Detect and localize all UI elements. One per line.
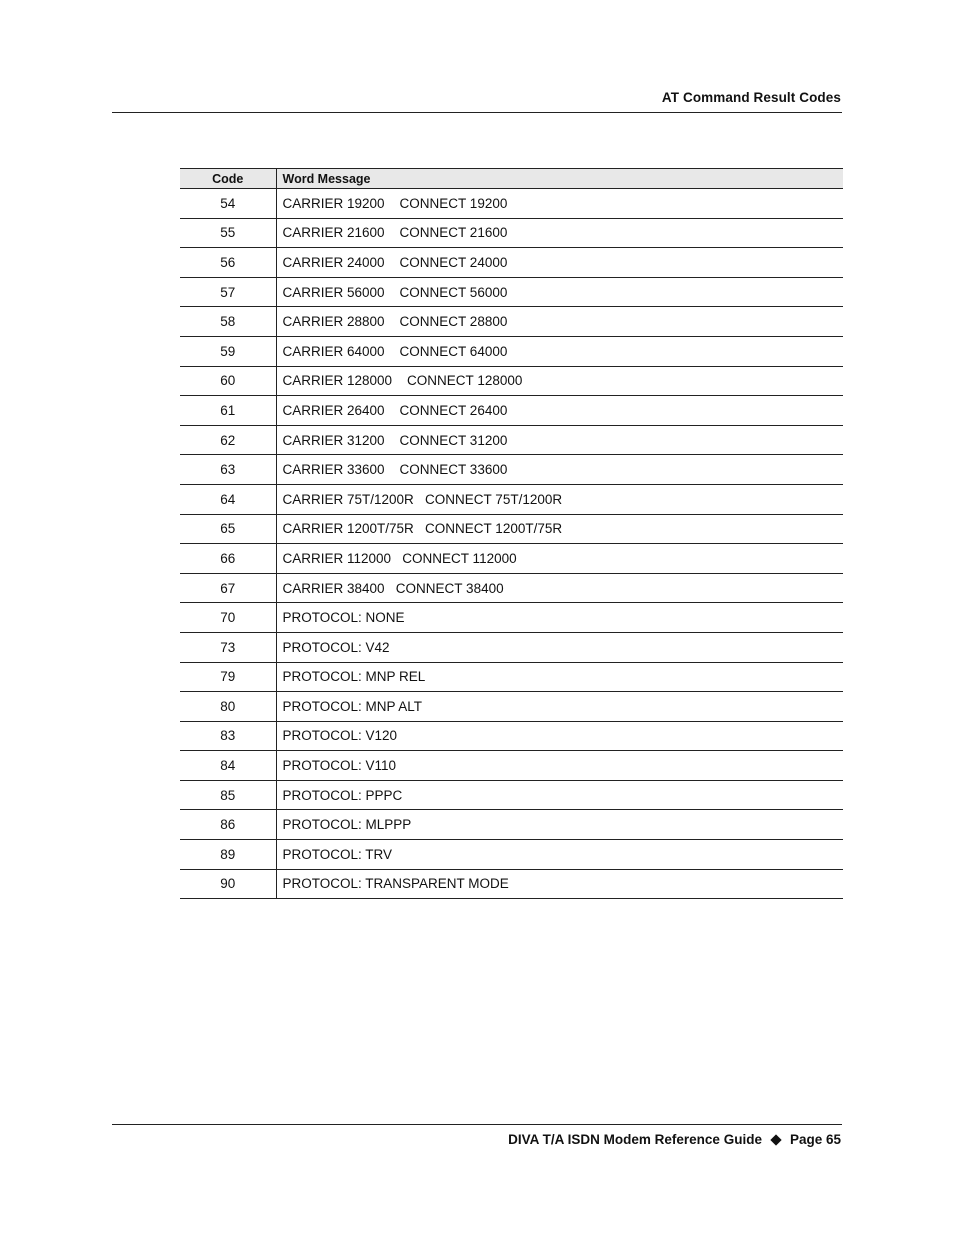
table-row bbox=[180, 484, 843, 514]
code-cell: 61 bbox=[180, 396, 276, 426]
table-row bbox=[180, 218, 843, 248]
code-cell: 80 bbox=[180, 692, 276, 722]
table-row bbox=[180, 366, 843, 396]
table-row bbox=[180, 692, 843, 722]
table-row bbox=[180, 189, 843, 219]
code-cell: 90 bbox=[180, 869, 276, 899]
footer-page-number: Page 65 bbox=[789, 1132, 841, 1147]
word-message-cell: CARRIER 1200T/75R CONNECT 1200T/75R bbox=[276, 514, 843, 544]
header-divider bbox=[112, 112, 842, 113]
code-cell: 70 bbox=[180, 603, 276, 633]
code-cell: 56 bbox=[180, 248, 276, 278]
code-cell: 62 bbox=[180, 425, 276, 455]
code-cell: 86 bbox=[180, 810, 276, 840]
word-message-cell: CARRIER 64000 CONNECT 64000 bbox=[276, 336, 843, 366]
code-cell: 67 bbox=[180, 573, 276, 603]
table-row bbox=[180, 573, 843, 603]
word-message-cell: CARRIER 56000 CONNECT 56000 bbox=[276, 277, 843, 307]
table-row bbox=[180, 780, 843, 810]
word-message-cell: CARRIER 112000 CONNECT 112000 bbox=[276, 544, 843, 574]
code-cell: 58 bbox=[180, 307, 276, 337]
word-message-cell: PROTOCOL: V42 bbox=[276, 632, 843, 662]
word-message-cell: PROTOCOL: MLPPP bbox=[276, 810, 843, 840]
code-cell: 63 bbox=[180, 455, 276, 485]
word-message-cell: CARRIER 128000 CONNECT 128000 bbox=[276, 366, 843, 396]
table-row bbox=[180, 810, 843, 840]
table-row bbox=[180, 544, 843, 574]
code-cell: 54 bbox=[180, 189, 276, 219]
code-cell: 65 bbox=[180, 514, 276, 544]
table-row bbox=[180, 662, 843, 692]
code-cell: 89 bbox=[180, 840, 276, 870]
table-row bbox=[180, 869, 843, 899]
code-cell: 55 bbox=[180, 218, 276, 248]
table-row bbox=[180, 455, 843, 485]
word-message-cell: PROTOCOL: TRANSPARENT MODE bbox=[276, 869, 843, 899]
word-message-cell: CARRIER 75T/1200R CONNECT 75T/1200R bbox=[276, 484, 843, 514]
result-codes-table bbox=[180, 168, 843, 899]
word-message-cell: CARRIER 21600 CONNECT 21600 bbox=[276, 218, 843, 248]
table-row bbox=[180, 248, 843, 278]
page-footer bbox=[508, 1132, 841, 1147]
table-row bbox=[180, 721, 843, 751]
code-cell: 59 bbox=[180, 336, 276, 366]
word-message-cell: CARRIER 19200 CONNECT 19200 bbox=[276, 189, 843, 219]
word-message-cell: CARRIER 31200 CONNECT 31200 bbox=[276, 425, 843, 455]
table-row bbox=[180, 425, 843, 455]
word-message-cell: PROTOCOL: NONE bbox=[276, 603, 843, 633]
word-message-cell: PROTOCOL: V110 bbox=[276, 751, 843, 781]
column-header-code: Code bbox=[180, 169, 276, 189]
table-row bbox=[180, 840, 843, 870]
code-cell: 60 bbox=[180, 366, 276, 396]
table-row bbox=[180, 514, 843, 544]
footer-guide-title: DIVA T/A ISDN Modem Reference Guide bbox=[508, 1132, 762, 1147]
running-header: AT Command Result Codes bbox=[661, 90, 841, 105]
code-cell: 66 bbox=[180, 544, 276, 574]
table-row bbox=[180, 603, 843, 633]
column-header-word-message: Word Message bbox=[276, 169, 843, 189]
footer-divider bbox=[112, 1124, 842, 1125]
code-cell: 64 bbox=[180, 484, 276, 514]
code-cell: 83 bbox=[180, 721, 276, 751]
table-row bbox=[180, 751, 843, 781]
table-row bbox=[180, 336, 843, 366]
word-message-cell: PROTOCOL: PPPC bbox=[276, 780, 843, 810]
code-cell: 57 bbox=[180, 277, 276, 307]
word-message-cell: CARRIER 24000 CONNECT 24000 bbox=[276, 248, 843, 278]
table-row bbox=[180, 396, 843, 426]
word-message-cell: CARRIER 33600 CONNECT 33600 bbox=[276, 455, 843, 485]
table-row bbox=[180, 307, 843, 337]
code-cell: 85 bbox=[180, 780, 276, 810]
word-message-cell: PROTOCOL: V120 bbox=[276, 721, 843, 751]
table-header-row bbox=[180, 169, 843, 189]
code-cell: 79 bbox=[180, 662, 276, 692]
word-message-cell: PROTOCOL: MNP REL bbox=[276, 662, 843, 692]
word-message-cell: CARRIER 28800 CONNECT 28800 bbox=[276, 307, 843, 337]
table-row bbox=[180, 632, 843, 662]
word-message-cell: PROTOCOL: TRV bbox=[276, 840, 843, 870]
diamond-bullet-icon bbox=[770, 1134, 781, 1145]
word-message-cell: CARRIER 26400 CONNECT 26400 bbox=[276, 396, 843, 426]
table-row bbox=[180, 277, 843, 307]
code-cell: 73 bbox=[180, 632, 276, 662]
word-message-cell: PROTOCOL: MNP ALT bbox=[276, 692, 843, 722]
code-cell: 84 bbox=[180, 751, 276, 781]
word-message-cell: CARRIER 38400 CONNECT 38400 bbox=[276, 573, 843, 603]
